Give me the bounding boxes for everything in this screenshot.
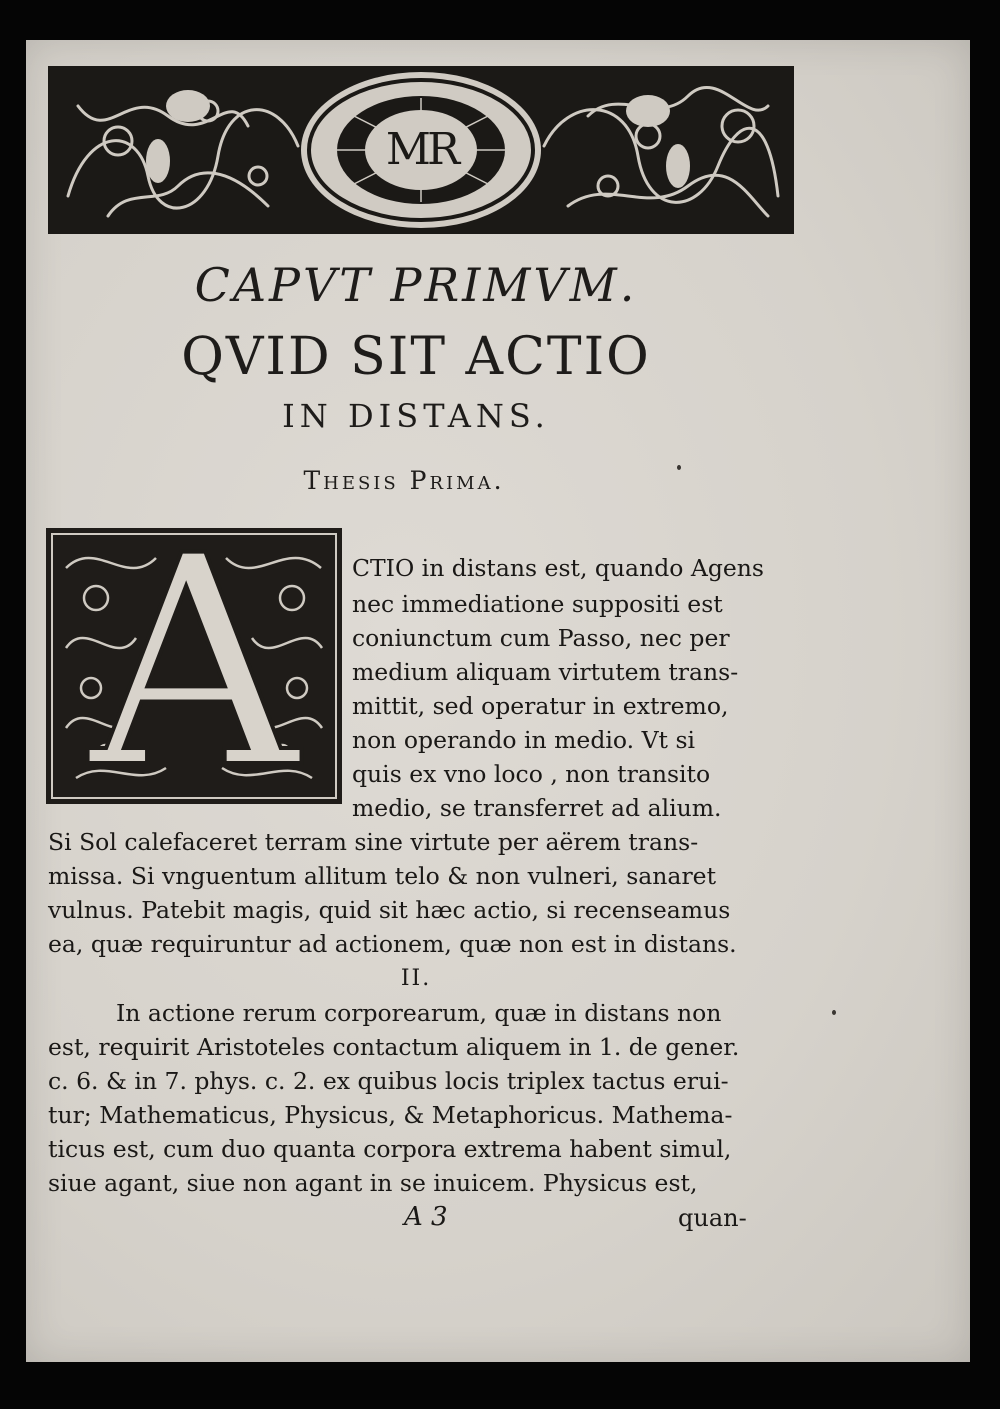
- text-line: Si Sol calefaceret terram sine virtute per aërem trans-: [48, 828, 699, 856]
- ink-speck: [677, 465, 681, 470]
- text-line: ticus est, cum duo quanta corpora extrema habent simul,: [48, 1135, 732, 1163]
- text-line: vulnus. Patebit magis, quid sit hæc actio, si recenseamus: [48, 896, 731, 924]
- text-line: coniunctum cum Passo, nec per: [352, 624, 730, 652]
- decorated-initial: [46, 495, 342, 832]
- thesis-heading: Thesis Prima.: [303, 466, 505, 495]
- ink-speck: [832, 1010, 836, 1015]
- text-line: missa. Si vnguentum allitum telo & non vulneri, sanaret: [48, 862, 717, 890]
- text-line: CTIO in distans est, quando Agens: [352, 554, 764, 582]
- text-line: ea, quæ requiruntur ad actionem, quæ non est in distans.: [48, 930, 737, 958]
- catchword: quan-: [678, 1204, 747, 1232]
- initial-letter: A: [89, 495, 299, 832]
- chapter-title: QVID SIT ACTIO: [181, 327, 651, 387]
- text-line: nec immediatione suppositi est: [352, 590, 723, 618]
- text-line: tur; Mathematicus, Physicus, & Metaphoricus. Mathema-: [48, 1101, 733, 1129]
- ornamental-headpiece: [48, 66, 794, 234]
- text-line: est, requirit Aristoteles contactum aliquem in 1. de gener.: [48, 1033, 740, 1061]
- chapter-subtitle: IN DISTANS.: [282, 397, 550, 435]
- section-number: II.: [400, 966, 432, 991]
- headpiece-monogram: MR: [385, 124, 457, 175]
- text-line: medio, se transferret ad alium.: [352, 794, 722, 822]
- text-line: c. 6. & in 7. phys. c. 2. ex quibus locis triplex tactus erui-: [48, 1067, 729, 1095]
- text-line: medium aliquam virtutem trans-: [352, 658, 739, 686]
- text-line: mittit, sed operatur in extremo,: [352, 692, 729, 720]
- text-line: siue agant, siue non agant in se inuicem. Physicus est,: [48, 1169, 698, 1197]
- signature-mark: A 3: [404, 1202, 448, 1232]
- text-line: non operando in medio. Vt si: [352, 726, 696, 754]
- text-line: In actione rerum corporearum, quæ in distans non: [116, 999, 722, 1027]
- chapter-caption: CAPVT PRIMVM.: [194, 258, 638, 312]
- text-line: quis ex vno loco , non transito: [352, 760, 711, 788]
